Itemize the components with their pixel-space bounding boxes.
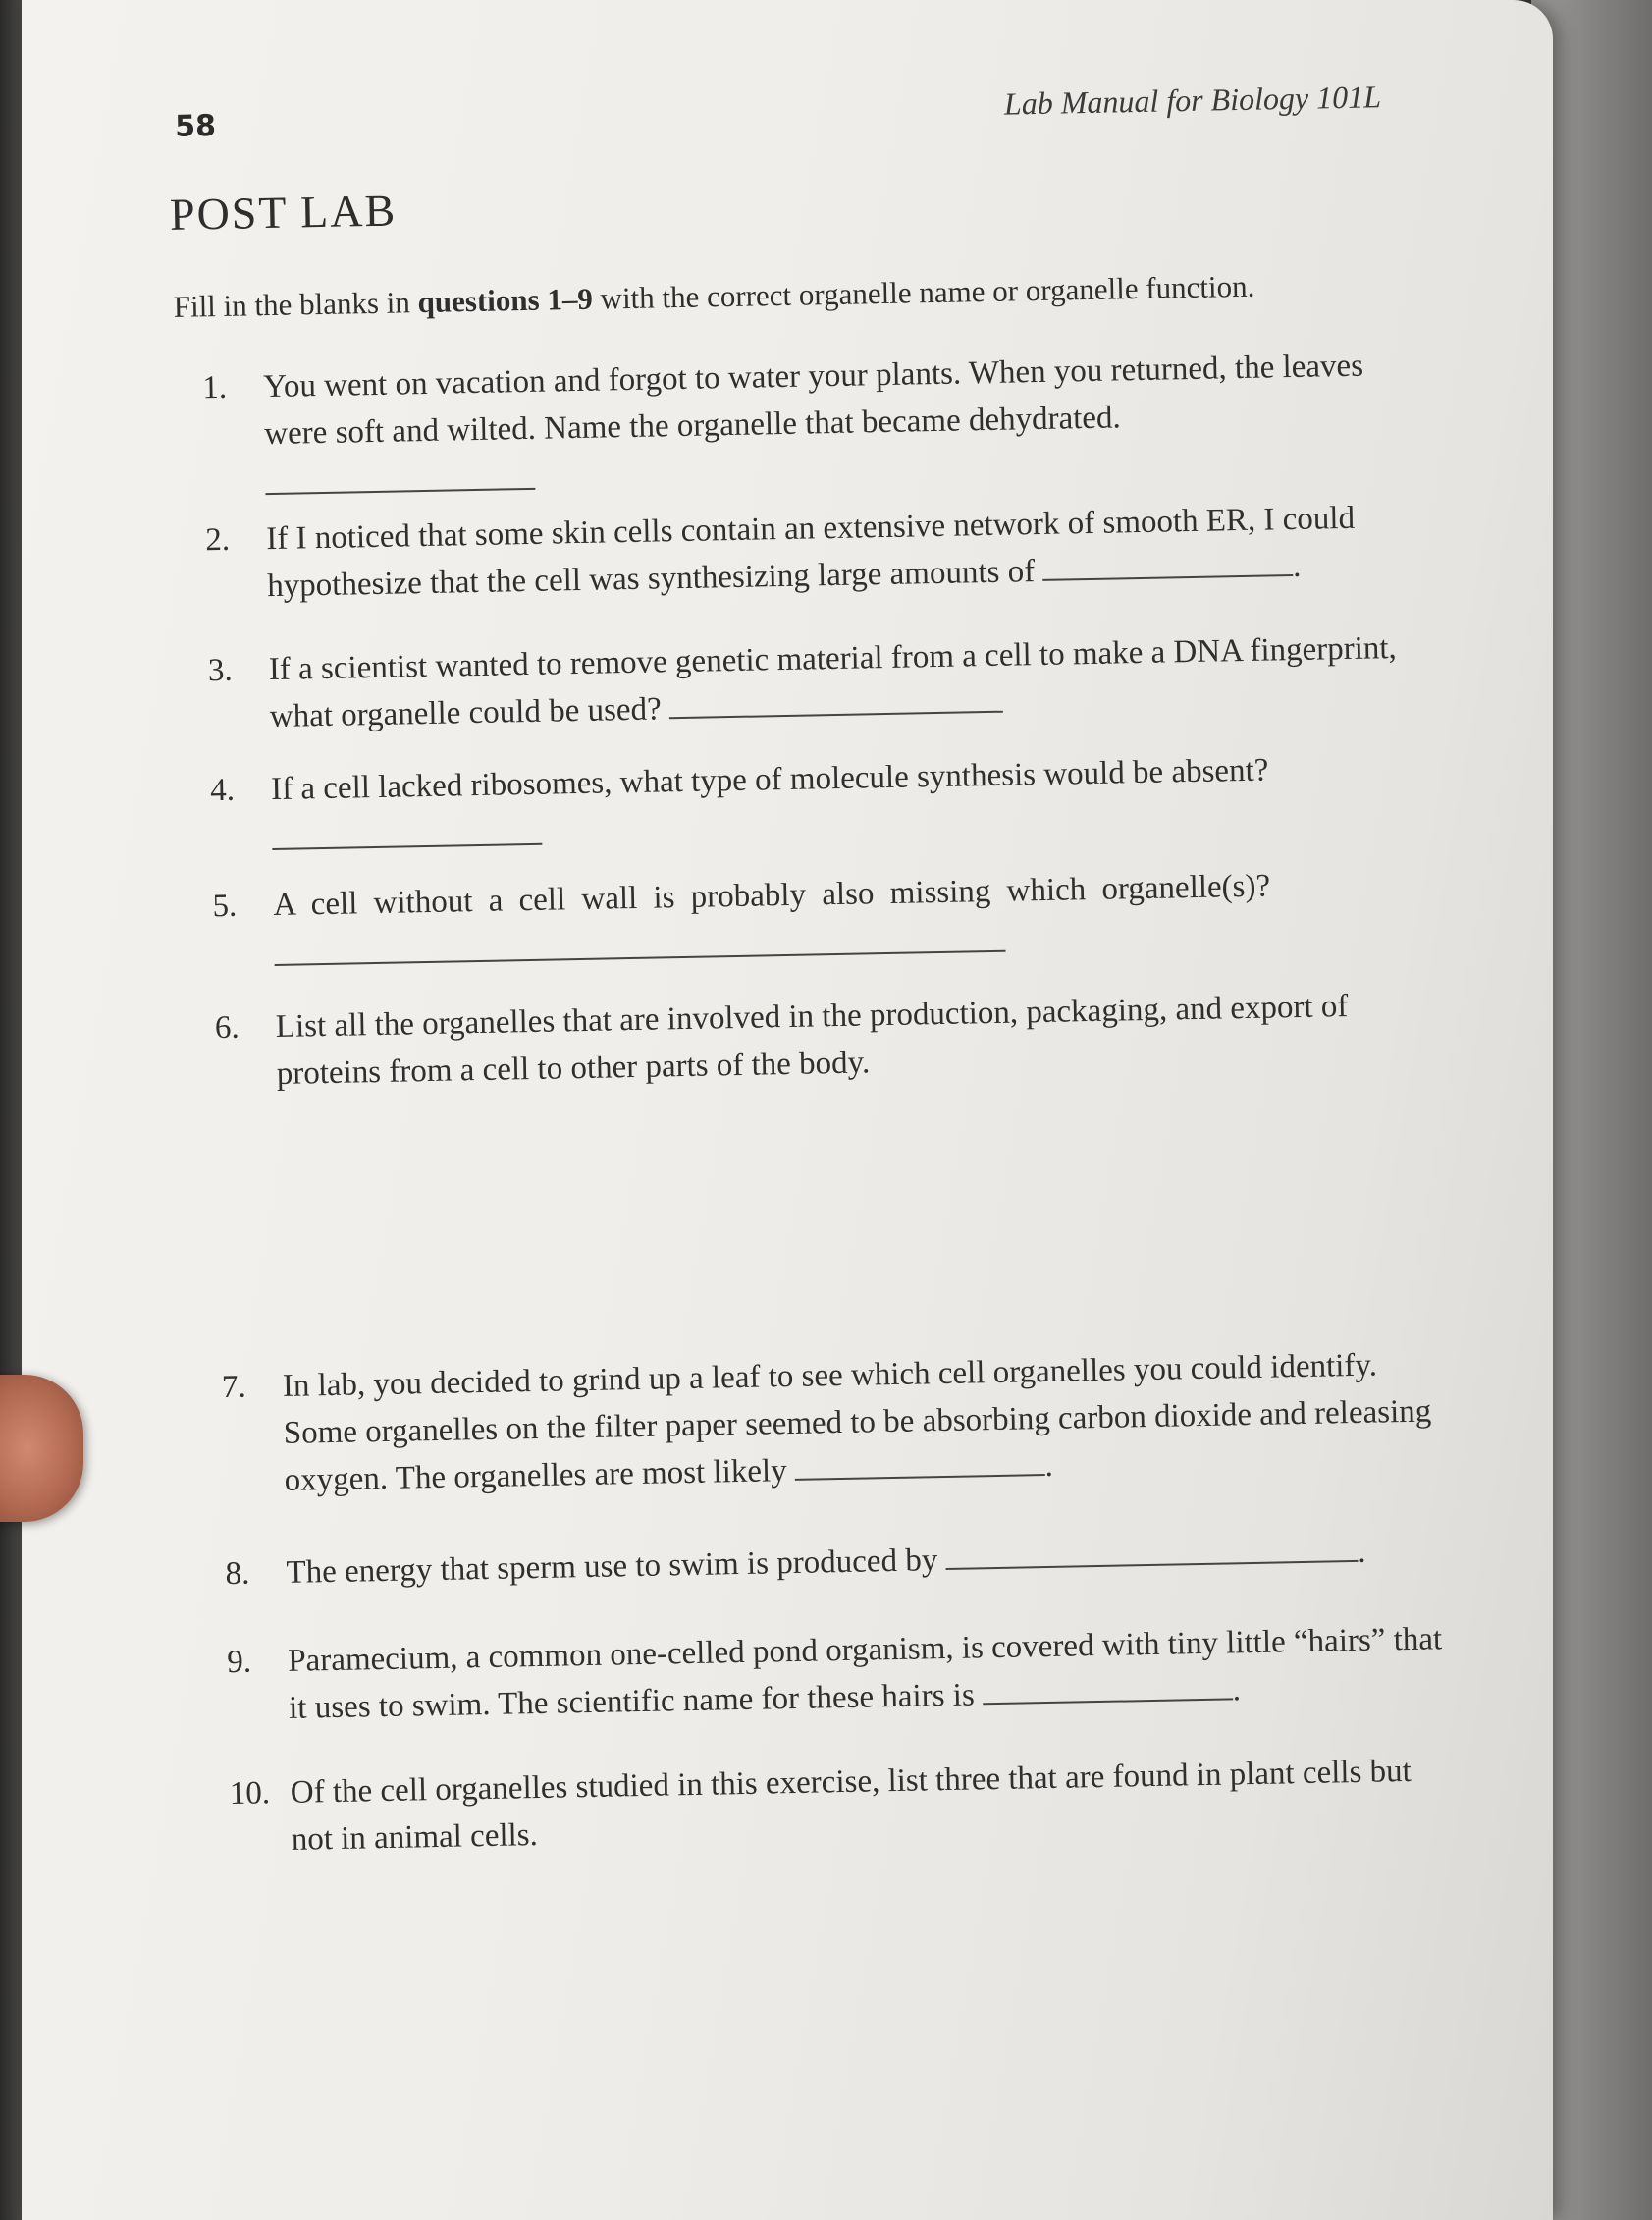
question-text: List all the organelles that are involved in the production, packaging, and export of proteins from a cell to other parts of the body. — [275, 989, 1349, 1092]
page-content — [22, 0, 1553, 2220]
question-number: 10. — [229, 1775, 271, 1813]
question-number: 1. — [202, 369, 228, 406]
question-text: The energy that sperm use to swim is produced by — [286, 1543, 938, 1591]
question-6 — [214, 981, 1433, 1099]
answer-blank-8[interactable] — [945, 1531, 1359, 1570]
question-4 — [210, 743, 1428, 851]
answer-blank-1[interactable] — [265, 453, 536, 495]
question-text: Of the cell organelles studied in this exercise, list three that are found in plant cells but not in animal cells. — [290, 1753, 1412, 1858]
answer-blank-4[interactable] — [272, 808, 543, 850]
document-page — [22, 0, 1553, 2220]
question-text: If a scientist wanted to remove genetic material from a cell to make a DNA fingerprint, what organelle could be used? — [268, 630, 1398, 735]
question-suffix: . — [1292, 548, 1302, 585]
question-number: 8. — [225, 1555, 250, 1593]
answer-blank-9[interactable] — [982, 1668, 1233, 1705]
question-1 — [202, 342, 1421, 497]
question-text-wrap — [288, 1615, 1446, 1732]
page-number: 58 — [174, 108, 217, 144]
question-text-wrap — [286, 1527, 1443, 1597]
question-number: 2. — [204, 521, 231, 559]
running-header: Lab Manual for Biology 101L — [1003, 79, 1382, 122]
question-text: In lab, you decided to grind up a leaf to see which cell organelles you could identify. Some organelles on the filter paper seemed to be absorbing carbon dioxide and releasing oxygen. The organelles are most likely — [282, 1347, 1432, 1498]
question-9 — [227, 1615, 1446, 1733]
question-text: You went on vacation and forgot to water your plants. When you returned, the leaves were soft and wilted. Name the organelle that became dehydrated. — [263, 348, 1364, 453]
question-text: Paramecium, a common one-celled pond organism, is covered with tiny little “hairs” that it uses to swim. The scientific name for these hairs is — [287, 1621, 1443, 1726]
section-title: POST LAB — [169, 185, 398, 240]
question-number: 6. — [214, 1009, 240, 1047]
question-number: 9. — [226, 1644, 252, 1681]
question-3 — [207, 623, 1426, 741]
answer-blank-2[interactable] — [1042, 545, 1294, 581]
question-text: A cell without a cell wall is probably also missing which organelle(s)? — [273, 868, 1271, 924]
answer-blank-3[interactable] — [668, 681, 1003, 720]
question-number: 7. — [221, 1369, 246, 1406]
instructions-emphasis: questions 1–9 — [417, 281, 594, 320]
question-text: If a cell lacked ribosomes, what type of molecule synthesis would be absent? — [270, 752, 1269, 808]
question-5 — [212, 859, 1430, 967]
question-text-wrap — [268, 623, 1426, 740]
question-text-wrap — [266, 493, 1424, 610]
answer-blank-7[interactable] — [794, 1444, 1045, 1481]
question-number: 3. — [207, 652, 233, 689]
instructions-suffix: with the correct organelle name or organelle function. — [592, 268, 1255, 316]
question-suffix: . — [1044, 1447, 1054, 1485]
question-text-wrap — [282, 1340, 1441, 1504]
instructions — [173, 265, 1439, 325]
question-10 — [229, 1747, 1448, 1865]
question-suffix: . — [1232, 1672, 1242, 1708]
question-number: 4. — [209, 772, 236, 809]
question-8 — [225, 1527, 1443, 1597]
question-7 — [221, 1340, 1441, 1505]
question-2 — [205, 493, 1424, 611]
instructions-prefix: Fill in the blanks in — [173, 285, 418, 324]
question-suffix: . — [1357, 1534, 1366, 1570]
question-text: If I noticed that some skin cells contain an extensive network of smooth ER, I could hypothesize that the cell was synthesizing large amounts of — [265, 500, 1356, 605]
question-number: 5. — [212, 888, 238, 925]
